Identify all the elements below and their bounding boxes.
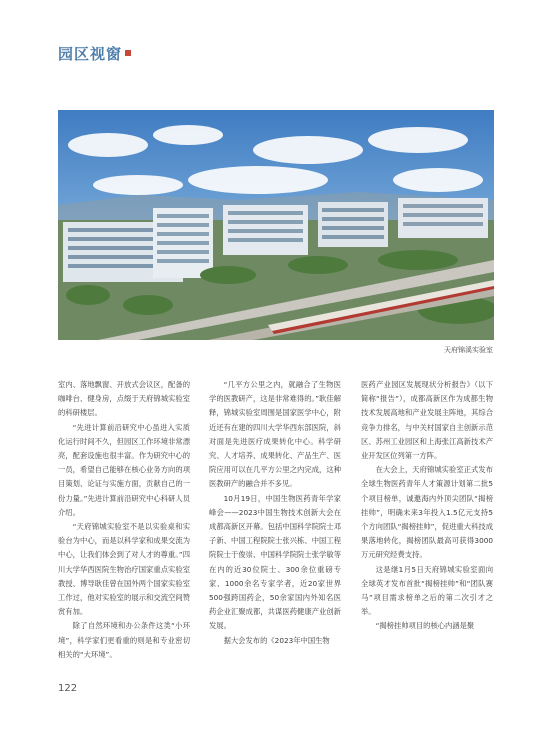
section-header: [58, 42, 131, 64]
paragraph: “先进计算前沿研究中心虽进入实质化运行时间不久，但园区工作环境非常漂亮，配套设施也很丰富。作为研究中心的一员，希望自己能够在核心业务方向的项目策划、论证与实施方面，贡献自己的一份力量。”先进计算前沿研究中心科研人员介绍。: [58, 422, 190, 517]
paragraph: 这是继1月5日天府锦城实验室面向全球英才发布首批“揭榜挂帅”和“团队赛马”项目需求榜单之后的第二次引才之举。: [361, 564, 493, 617]
text-column-1: [58, 378, 190, 662]
text-column-2: [209, 378, 341, 648]
paragraph: 在大会上，天府锦城实验室正式发布全球生物医药青年人才策源计划第二批5个项目榜单，诚邀海内外顶尖团队“揭榜挂帅”，明确未来3年投入1.5亿元支持5个方向团队“揭榜挂帅”，促进重大科技成果落地转化，揭榜团队最高可获得3000万元研究经费支持。: [361, 465, 493, 560]
paragraph: 除了自然环境和办公条件这类“小环境”，科学家们更看重的则是和专业密切相关的“大环境”。: [58, 621, 190, 659]
page-number: 122: [58, 683, 78, 694]
paragraph: 室内、落地飘窗、开放式会议区，配备的咖啡台、健身房，点缀于天府锦城实验室的科研楼层。: [58, 380, 190, 418]
paragraph: 据大会发布的《2023年中国生物: [223, 635, 330, 645]
text-column-3: [361, 378, 493, 634]
title-accent-icon: [125, 50, 131, 56]
campus-illustration: [58, 110, 494, 340]
campus-photo: [58, 110, 494, 340]
paragraph: “揭榜挂帅项目的核心内涵是聚: [375, 621, 475, 631]
paragraph: “几平方公里之内，就融合了生物医学的医教研产，这是非常难得的。”耿佳解释，锦城实验室周围是国家医学中心，附近还有在建的四川大学华西东部医院，斜对面是先进医疗成果转化中心。科学研究、人才培养、成果转化、产品生产、医院应用可以在几平方公里之内完成，这种医教研产的融合并不多见。: [209, 380, 341, 489]
paragraph: “天府锦城实验室不是以实验桌和实验台为中心，而是以科学家和成果交流为中心，让我们体会到了对人才的尊重。”四川大学华西医院生物治疗国家重点实验室教授、博导耿佳曾在国外两个国家实验室工作过，他对实验室的展示和交流空间赞赏有加。: [58, 522, 190, 617]
photo-caption: 天府锦溪实验室: [444, 346, 493, 354]
paragraph: 10月19日，中国生物医药青年学家峰会——2023中国生物技术创新大会在成都高新区开幕。包括中国科学院院士邓子新、中国工程院院士张兴栋、中国工程院院士于俊崇、中国科学院院士张学敏等在内的近30位院士、300余位重磅专家、1000余名专家学者，近20家世界500强跨国药企，50余家国内外知名医药企业汇聚成都，共谋医药健康产业创新发展。: [209, 493, 341, 631]
section-title: 园区视窗: [58, 44, 123, 63]
paragraph: 医药产业园区发展现状分析报告》（以下简称“报告”），成都高新区作为成都生物技术发展高地和产业发展主阵地，其综合竞争力排名，与中关村国家自主创新示范区、苏州工业园区和上海张江高新技术产业开发区位列第一方阵。: [361, 380, 493, 461]
